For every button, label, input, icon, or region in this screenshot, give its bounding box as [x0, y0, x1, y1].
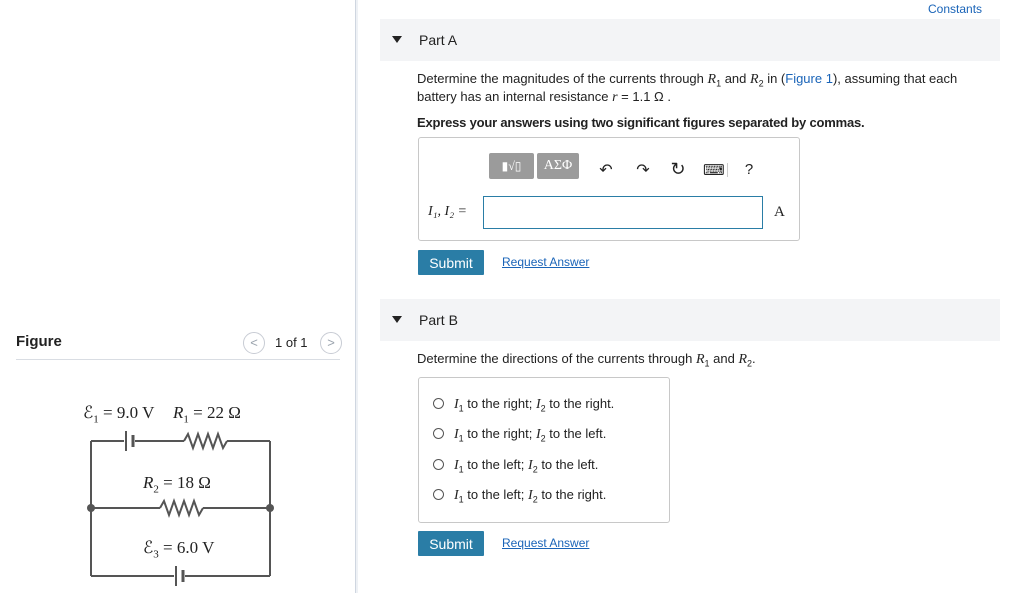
- reset-icon[interactable]: ↻: [670, 159, 686, 179]
- r1-label: $R_1 = 22$ Ω: [173, 403, 241, 426]
- figure-title: Figure: [16, 333, 62, 350]
- choice-text-3: $I_1$ to the left; $I_2$ to the left.: [454, 457, 599, 475]
- undo-icon[interactable]: ↶: [599, 162, 613, 179]
- constants-link[interactable]: Constants: [928, 2, 983, 16]
- answer-input-label: I₁, I₂ =: [428, 204, 468, 219]
- choice-radio-3[interactable]: [433, 459, 444, 470]
- part-a-instruction: Express your answers using two significant figures separated by commas.: [417, 115, 865, 130]
- emf1-label: ℰ$_1$ = 9.0 V: [83, 403, 155, 426]
- choice-radio-1[interactable]: [433, 398, 444, 409]
- answer-input[interactable]: [483, 196, 763, 229]
- part-a-question-line2: battery has an internal resistance r = 1.1 Ω .: [417, 89, 672, 105]
- part-a-label: Part A: [419, 32, 458, 48]
- part-b-question: Determine the directions of the currents through $R_1$ and $R_2$.: [417, 351, 756, 369]
- circuit-diagram: [0, 0, 355, 593]
- figure-prev-button[interactable]: <: [243, 332, 265, 354]
- figure-pager: 1 of 1: [275, 335, 308, 350]
- part-b-request-answer-link[interactable]: Request Answer: [502, 536, 590, 550]
- part-a-header[interactable]: [380, 19, 1000, 61]
- choice-text-1: $I_1$ to the right; $I_2$ to the right.: [454, 396, 615, 414]
- part-a-submit-button[interactable]: Submit: [418, 250, 484, 275]
- choice-radio-2[interactable]: [433, 428, 444, 439]
- collapse-triangle-icon: [392, 36, 402, 43]
- r2-label: $R_2 = 18$ Ω: [143, 473, 211, 496]
- part-b-label: Part B: [419, 312, 458, 328]
- figure-next-button[interactable]: >: [320, 332, 342, 354]
- choice-radio-4[interactable]: [433, 489, 444, 500]
- part-b-submit-button[interactable]: Submit: [418, 531, 484, 556]
- keyboard-icon[interactable]: ⌨: [703, 162, 725, 179]
- choice-text-4: $I_1$ to the left; $I_2$ to the right.: [454, 487, 607, 505]
- help-icon[interactable]: ?: [744, 161, 754, 178]
- unit-label: A: [774, 204, 785, 220]
- panel-divider-shadow: [356, 0, 358, 593]
- greek-symbols-button[interactable]: ΑΣΦ: [537, 153, 579, 179]
- emf3-label: ℰ$_3$ = 6.0 V: [143, 538, 215, 561]
- choice-text-2: $I_1$ to the right; $I_2$ to the left.: [454, 426, 607, 444]
- part-a-request-answer-link[interactable]: Request Answer: [502, 255, 590, 269]
- templates-button[interactable]: ▮√▯: [489, 153, 534, 179]
- redo-icon[interactable]: ↷: [636, 162, 650, 179]
- part-b-header[interactable]: [380, 299, 1000, 341]
- toolbar-separator: [727, 163, 728, 177]
- part-a-question-line1: Determine the magnitudes of the currents through $R_1$ and $R_2$ in (Figure 1), assuming that each: [417, 71, 958, 89]
- figure-link[interactable]: Figure 1: [785, 71, 833, 86]
- collapse-triangle-icon: [392, 316, 402, 323]
